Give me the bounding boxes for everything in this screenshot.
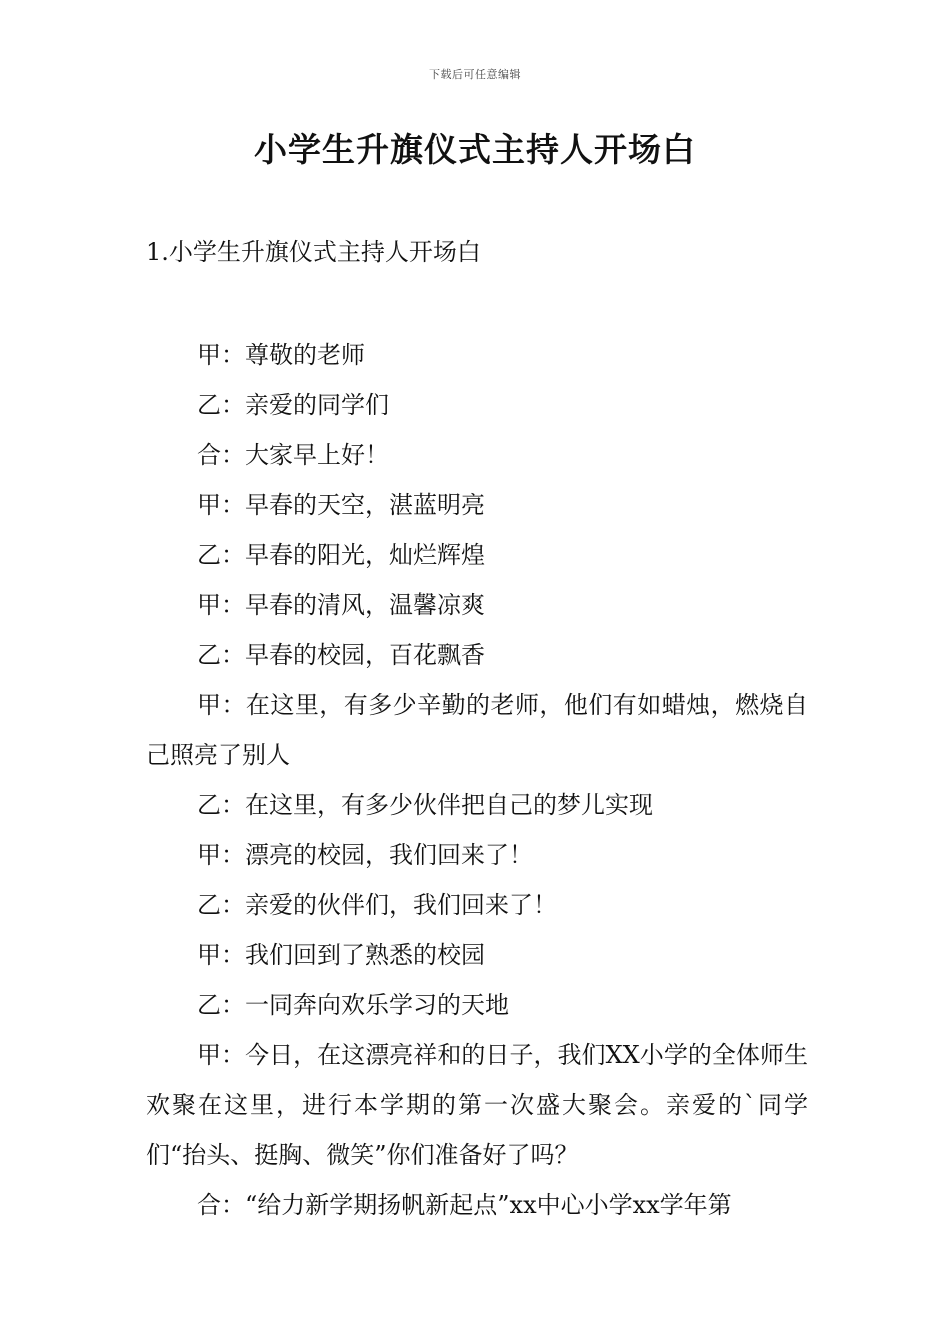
paragraph: 甲：早春的天空，湛蓝明亮 bbox=[197, 491, 485, 519]
paragraph: 乙：早春的校园，百花飘香 bbox=[197, 641, 485, 669]
document-title: 小学生升旗仪式主持人开场白 bbox=[254, 130, 696, 169]
paragraph: 乙：亲爱的同学们 bbox=[197, 391, 389, 419]
paragraph: 乙：一同奔向欢乐学习的天地 bbox=[197, 991, 509, 1019]
document-body bbox=[146, 330, 808, 1230]
paragraph: 甲：漂亮的校园，我们回来了！ bbox=[197, 841, 533, 869]
paragraph: 甲：早春的清风，温馨凉爽 bbox=[197, 591, 485, 619]
section-heading: 1.小学生升旗仪式主持人开场白 bbox=[146, 238, 481, 266]
paragraph: 合：“给力新学期扬帆新起点”xx中心小学xx学年第 bbox=[197, 1191, 732, 1219]
paragraph: 甲：我们回到了熟悉的校园 bbox=[197, 941, 485, 969]
paragraph: 乙：亲爱的伙伴们，我们回来了！ bbox=[197, 891, 557, 919]
paragraph: 乙：在这里，有多少伙伴把自己的梦儿实现 bbox=[197, 791, 653, 819]
paragraph: 甲：在这里，有多少辛勤的老师，他们有如蜡烛，燃烧自己照亮了别人 bbox=[146, 691, 808, 769]
paragraph: 合：大家早上好！ bbox=[197, 441, 389, 469]
paragraph: 甲：今日，在这漂亮祥和的日子，我们XX小学的全体师生欢聚在这里，进行本学期的第一次盛大聚会。亲爱的`同学们“抬头、挺胸、微笑”你们准备好了吗？ bbox=[146, 1041, 808, 1169]
paragraph: 乙：早春的阳光，灿烂辉煌 bbox=[197, 541, 485, 569]
paragraph: 甲：尊敬的老师 bbox=[197, 341, 365, 369]
header-note: 下载后可任意编辑 bbox=[429, 68, 521, 81]
